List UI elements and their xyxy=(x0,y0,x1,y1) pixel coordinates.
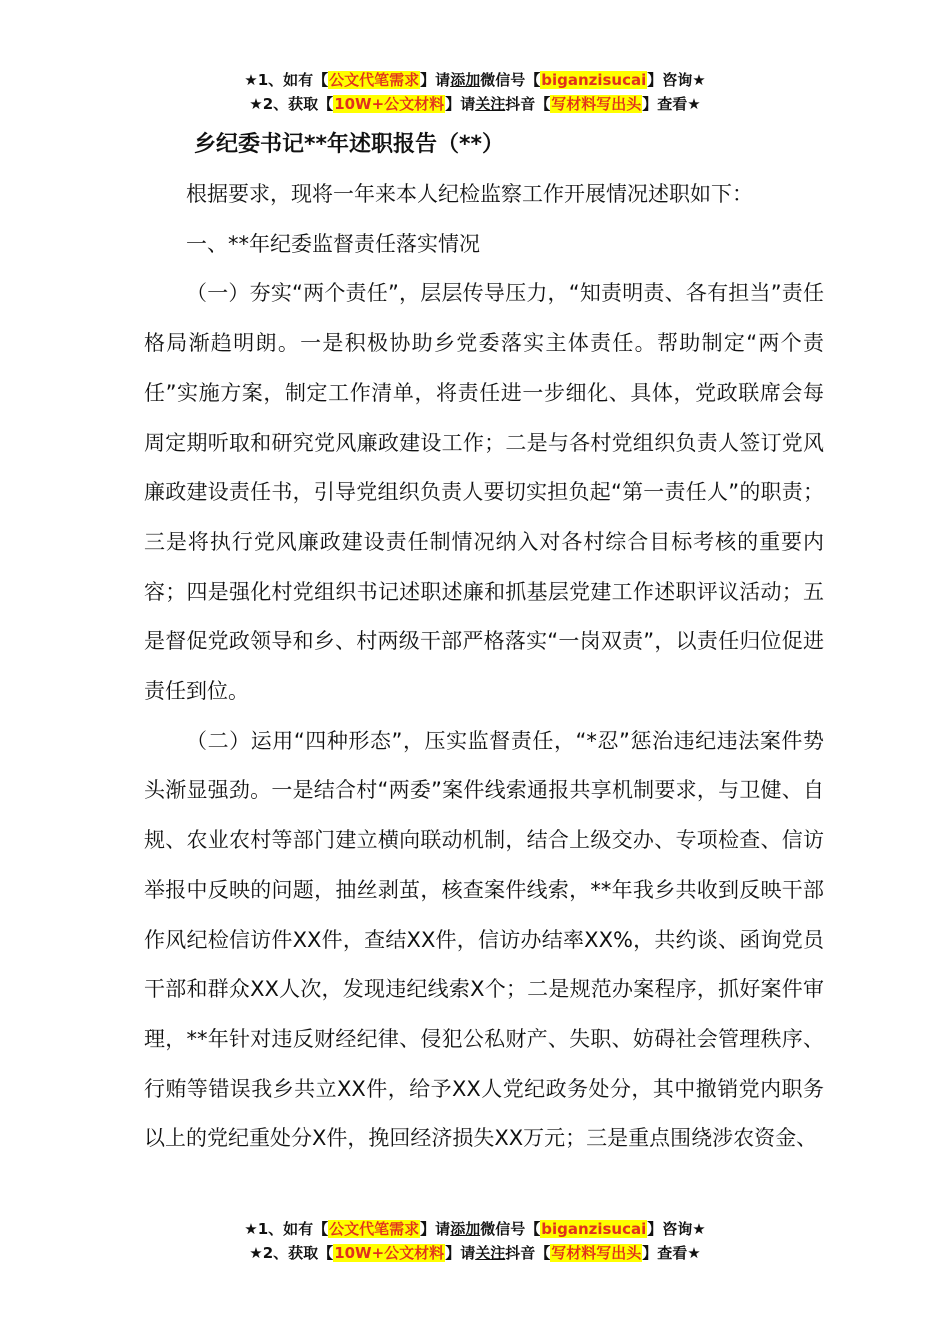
promo-emphasis: 关注 xyxy=(475,95,506,113)
body-paragraph: （一）夯实“两个责任”，层层传导压力，“知责明责、各有担当”责任格局渐趋明朗。一是积极协助乡党委落实主体责任。帮助制定“两个责任”实施方案，制定工作清单，将责任进一步细化、具体，党政联席会每周定期听取和研究党风廉政建设工作；二是与各村党组织负责人签订党风廉政建设责任书，引导党组织负责人要切实担负起“第一责任人”的职责；三是将执行党风廉政建设责任制情况纳入对各村综合目标考核的重要内容；四是强化村党组织书记述职述廉和抓基层党建工作述职评议活动；五是督促党政领导和乡、村两级干部严格落实“一岗双责”，以责任归位促进责任到位。 xyxy=(144,281,824,704)
promo-highlight: 写材料写出头 xyxy=(551,95,642,113)
promo-line-1 xyxy=(0,68,950,92)
promo-line-1 xyxy=(0,1217,950,1241)
promo-line-2 xyxy=(0,92,950,116)
promo-emphasis: 添加 xyxy=(450,71,481,89)
promo-text: 抖音【 xyxy=(505,1244,551,1262)
promo-highlight: 公文代笔需求 xyxy=(329,71,420,89)
promo-highlight: 写材料写出头 xyxy=(551,1244,642,1262)
promo-text: 】请 xyxy=(445,95,476,113)
promo-highlight: 10W+公文材料 xyxy=(334,1244,445,1262)
promo-highlight: biganzisucai xyxy=(541,1220,647,1238)
promo-banner-top xyxy=(0,68,950,116)
promo-highlight: 10W+公文材料 xyxy=(334,95,445,113)
promo-banner-bottom xyxy=(0,1217,950,1265)
intro-paragraph: 根据要求，现将一年来本人纪检监察工作开展情况述职如下： xyxy=(186,182,753,206)
document-title: 乡纪委书记**年述职报告（**） xyxy=(194,132,505,157)
promo-text: 】请 xyxy=(420,1220,451,1238)
promo-text: 】请 xyxy=(420,71,451,89)
promo-text: ★2、获取【 xyxy=(249,95,334,113)
promo-text: ★1、如有【 xyxy=(244,71,329,89)
promo-text: ★1、如有【 xyxy=(244,1220,329,1238)
body-paragraph: （二）运用“四种形态”，压实监督责任，“*忍”惩治违纪违法案件势头渐显强劲。一是结合村“两委”案件线索通报共享机制要求，与卫健、自规、农业农村等部门建立横向联动机制，结合上级交办、专项检查、信访举报中反映的问题，抽丝剥茧，核查案件线索，**年我乡共收到反映干部作风纪检信访件XX件，查结XX件，信访办结率XX%，共约谈、函询党员干部和群众XX人次，发现违纪线索X个；二是规范办案程序，抓好案件审理，**年针对违反财经纪律、侵犯公私财产、失职、妨碍社会管理秩序、行贿等错误我乡共立XX件，给予XX人党纪政务处分，其中撤销党内职务以上的党纪重处分X件，挽回经济损失XX万元；三是重点围绕涉农资金、 xyxy=(144,728,824,1151)
promo-highlight: biganzisucai xyxy=(541,71,647,89)
promo-text: 】请 xyxy=(445,1244,476,1262)
promo-text: 抖音【 xyxy=(505,95,551,113)
promo-emphasis: 关注 xyxy=(475,1244,506,1262)
document-body xyxy=(144,170,824,1164)
promo-text: 】咨询★ xyxy=(647,71,706,89)
promo-line-2 xyxy=(0,1241,950,1265)
promo-text: 微信号【 xyxy=(480,1220,541,1238)
promo-text: 微信号【 xyxy=(480,71,541,89)
promo-text: 】查看★ xyxy=(642,1244,701,1262)
promo-text: ★2、获取【 xyxy=(249,1244,334,1262)
promo-highlight: 公文代笔需求 xyxy=(329,1220,420,1238)
promo-emphasis: 添加 xyxy=(450,1220,481,1238)
promo-text: 】查看★ xyxy=(642,95,701,113)
promo-text: 】咨询★ xyxy=(647,1220,706,1238)
section-heading: 一、**年纪委监督责任落实情况 xyxy=(186,231,480,256)
